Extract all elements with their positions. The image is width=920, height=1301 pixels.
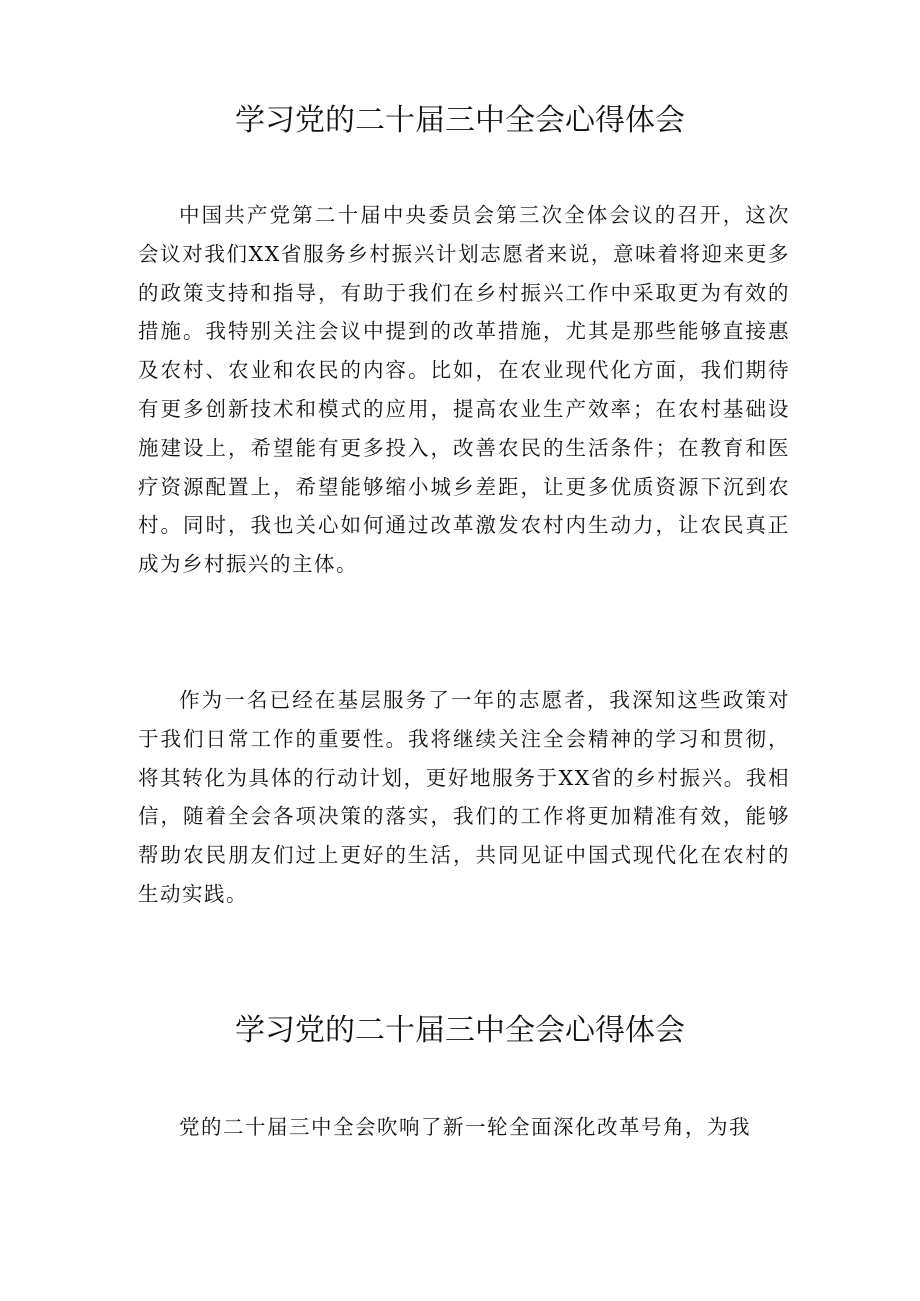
section-title: 学习党的二十届三中全会心得体会 — [235, 1013, 685, 1048]
body-paragraph: 作为一名已经在基层服务了一年的志愿者，我深知这些政策对于我们日常工作的重要性。我将继续关注全会精神的学习和贯彻，将其转化为具体的行动计划，更好地服务于XX省的乡村振兴。我相信，随着全会各项决策的落实，我们的工作将更加精准有效，能够帮助农民朋友们过上更好的生活，共同见证中国式现代化在农村的生动实践。 — [138, 688, 790, 906]
body-paragraph: 中国共产党第二十届中央委员会第三次全体会议的召开，这次会议对我们XX省服务乡村振兴计划志愿者来说，意味着将迎来更多的政策支持和指导，有助于我们在乡村振兴工作中采取更为有效的措施。我特别关注会议中提到的改革措施，尤其是那些能够直接惠及农村、农业和农民的内容。比如，在农业现代化方面，我们期待有更多创新技术和模式的应用，提高农业生产效率；在农村基础设施建设上，希望能有更多投入，改善农民的生活条件；在教育和医疗资源配置上，希望能够缩小城乡差距，让更多优质资源下沉到农村。同时，我也关心如何通过改革激发农村内生动力，让农民真正成为乡村振兴的主体。 — [138, 203, 790, 577]
section-title: 学习党的二十届三中全会心得体会 — [235, 103, 685, 138]
body-paragraph: 党的二十届三中全会吹响了新一轮全面深化改革号角，为我 — [179, 1115, 751, 1139]
